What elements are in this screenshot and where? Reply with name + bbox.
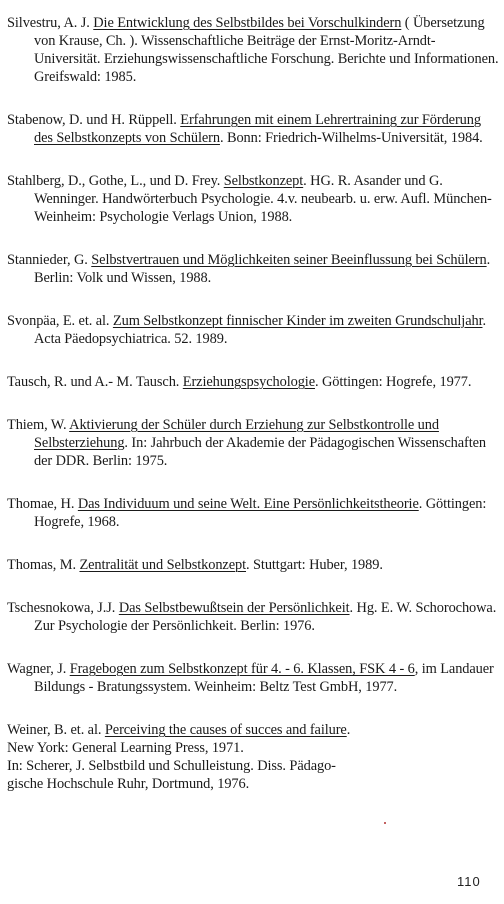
entry-author: Weiner, B. et. al. (7, 722, 105, 738)
entry-author: Tausch, R. und A.- M. Tausch. (7, 374, 183, 390)
entry-title: Selbstkonzept (223, 173, 304, 189)
entry-author: Svonpäa, E. et. al. (7, 313, 113, 329)
entry-detail-line: New York: General Learning Press, 1971. (7, 740, 244, 756)
bibliography-entry (7, 599, 499, 635)
bibliography-entry (7, 251, 499, 287)
entry-title: Die Entwicklung des Selbstbildes bei Vorschulkindern (93, 15, 402, 31)
entry-author: Stannieder, G. (7, 252, 92, 268)
entry-details: . In: Jahrbuch der Akademie der Pädagogischen Wissenschaften der DDR. Berlin: 1975. (34, 435, 487, 469)
entry-title: Selbstvertrauen und Möglichkeiten seiner Beeinflussung bei Schülern (91, 252, 487, 268)
entry-title: Erfahrungen mit einem Lehrertraining zur Förderung des Selbstkonzepts von Schülern (34, 112, 481, 146)
entry-author: Thomae, H. (7, 496, 78, 512)
entry-details: . Hg. E. W. Schorochowa. Zur Psychologie der Persönlichkeit. Berlin: 1976. (34, 600, 497, 634)
bibliography-list (7, 14, 499, 793)
entry-author: Stahlberg, D., Gothe, L., und D. Frey. (7, 173, 224, 189)
entry-author: Thiem, W. (7, 417, 70, 433)
entry-title: Fragebogen zum Selbstkonzept für 4. - 6. Klassen, FSK 4 - 6 (69, 661, 415, 677)
bibliography-entry (7, 416, 499, 470)
bibliography-entry (7, 556, 499, 574)
entry-title: Das Selbstbewußtsein der Persönlichkeit (118, 600, 350, 616)
bibliography-entry (7, 111, 499, 147)
bibliography-entry (7, 660, 499, 696)
entry-author: Silvestru, A. J. (7, 15, 94, 31)
entry-detail-line: gische Hochschule Ruhr, Dortmund, 1976. (7, 776, 250, 792)
entry-details: . Stuttgart: Huber, 1989. (246, 557, 383, 573)
entry-details: . Göttingen: Hogrefe, 1977. (314, 374, 472, 390)
entry-details: , im Landauer Bildungs - Bratungssystem. Weinheim: Beltz Test GmbH, 1977. (34, 661, 494, 695)
entry-details: . Göttingen: Hogrefe, 1968. (34, 496, 487, 530)
entry-details: . Bonn: Friedrich-Wilhelms-Universität, 1984. (219, 130, 483, 146)
bibliography-entry (7, 373, 499, 391)
entry-details: . Acta Päedopsychiatrica. 52. 1989. (34, 313, 486, 347)
entry-details: ( Übersetzung von Krause, Ch. ). Wissenschaftliche Beiträge der Ernst-Moritz-Arndt-Universität. Erziehungswissenschaftliche Forschung. Berichte und Informationen. Greifswald: 1985. (34, 15, 499, 85)
entry-details: . HG. R. Asander und G. Wenninger. Handwörterbuch Psychologie. 4.v. neubearb. u. erw. Aufl. München-Weinheim: Psychologie Verlags Union, 1988. (34, 173, 492, 225)
entry-author: Thomas, M. (7, 557, 80, 573)
entry-author: Wagner, J. (7, 661, 70, 677)
entry-title: Das Individuum und seine Welt. Eine Persönlichkeitstheorie (77, 496, 419, 512)
entry-title: Erziehungspsychologie (182, 374, 315, 390)
entry-title: Aktivierung der Schüler durch Erziehung zur Selbstkontrolle und Selbsterziehung (34, 417, 439, 451)
entry-author: Stabenow, D. und H. Rüppell. (7, 112, 181, 128)
bibliography-entry (7, 495, 499, 531)
bibliography-entry (7, 172, 499, 226)
entry-details: . (346, 722, 351, 738)
bibliography-entry (7, 14, 499, 86)
scan-speck (384, 822, 386, 824)
entry-title: Zentralität und Selbstkonzept (79, 557, 247, 573)
entry-author: Tschesnokowa, J.J. (7, 600, 119, 616)
entry-title: Perceiving the causes of succes and failure (104, 722, 347, 738)
page-number: 110 (457, 874, 481, 889)
entry-detail-line: In: Scherer, J. Selbstbild und Schulleistung. Diss. Pädago- (7, 758, 336, 774)
bibliography-entry (7, 312, 499, 348)
entry-title: Zum Selbstkonzept finnischer Kinder im zweiten Grundschuljahr (112, 313, 483, 329)
bibliography-entry (7, 721, 499, 793)
entry-details: . Berlin: Volk und Wissen, 1988. (34, 252, 491, 286)
